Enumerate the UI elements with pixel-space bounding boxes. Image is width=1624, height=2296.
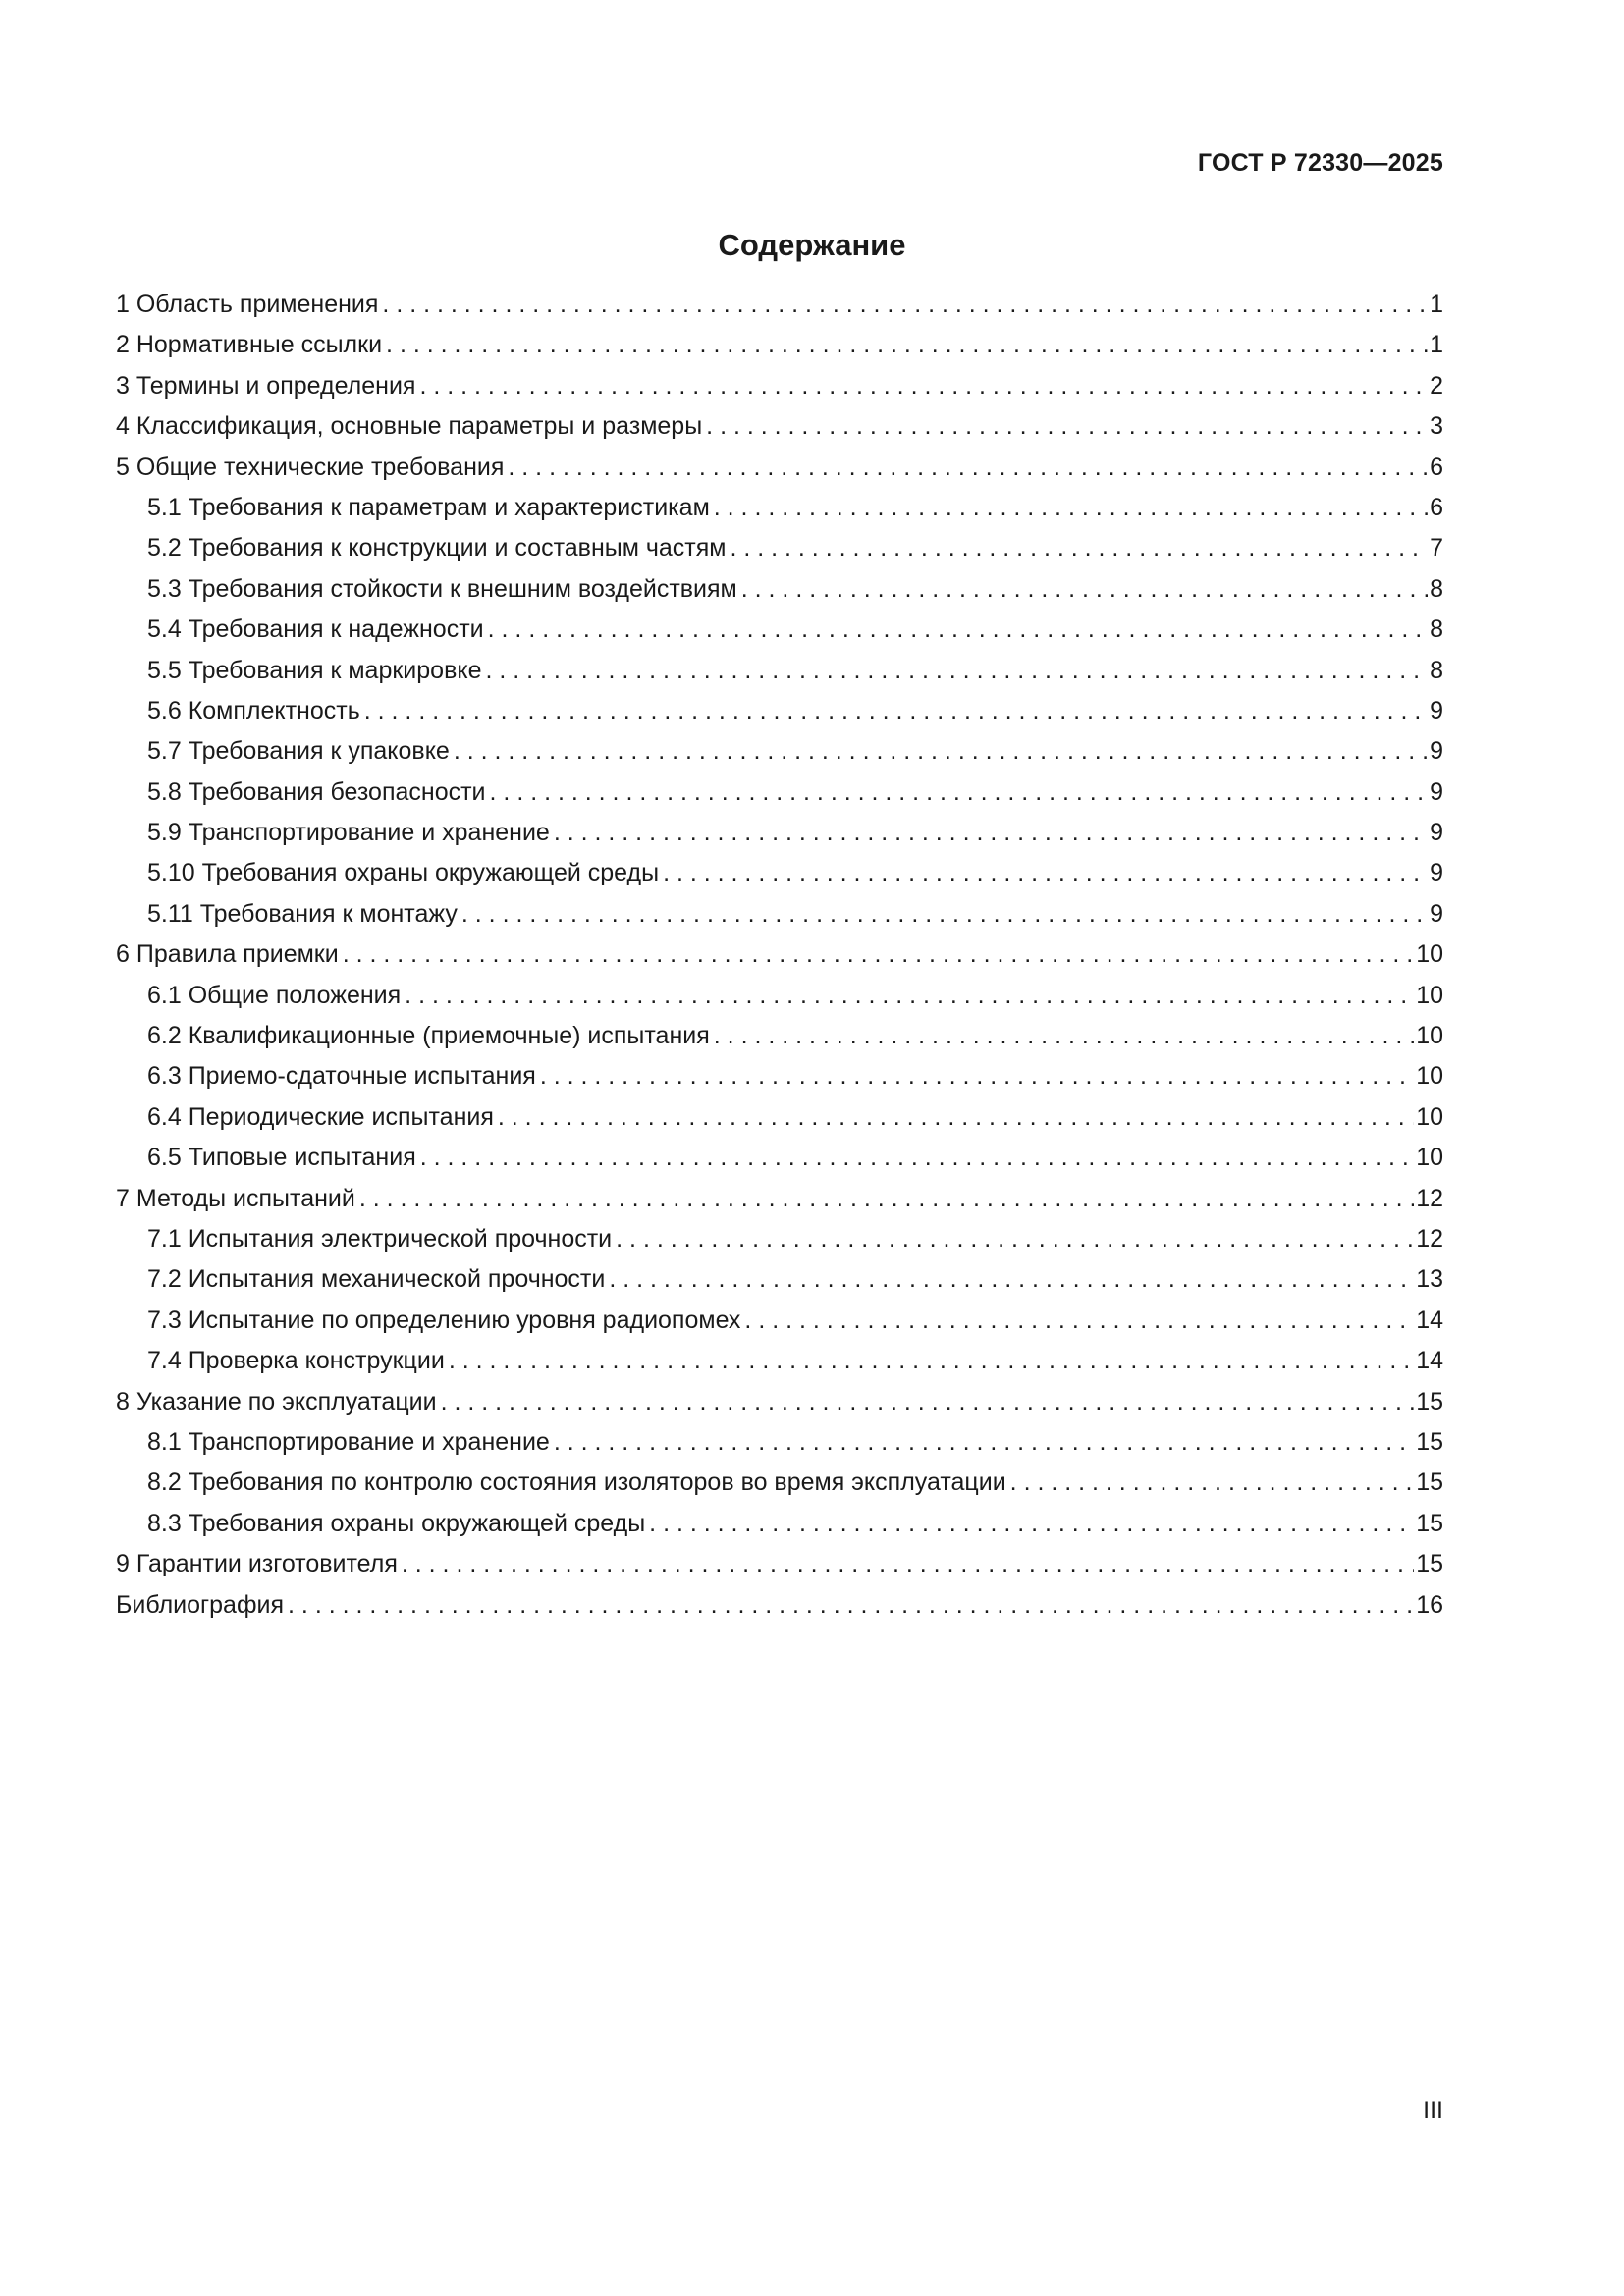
toc-subsection-entry[interactable] [116,894,1443,934]
toc-subsection-entry[interactable] [116,1056,1443,1096]
toc-entry-label: 6.4 Периодические испытания [147,1102,494,1131]
toc-entry-label: 5.1 Требования к параметрам и характеристикам [147,493,710,521]
toc-entry-page: 14 [1416,1347,1443,1375]
toc-entry-page: 9 [1430,859,1443,887]
toc-entry-page: 10 [1416,981,1443,1009]
toc-entry-page: 6 [1430,493,1443,521]
toc-subsection-entry[interactable] [116,1016,1443,1056]
toc-entry-label: 5 Общие технические требования [116,453,505,481]
toc-subsection-entry[interactable] [116,853,1443,893]
toc-section-entry[interactable] [116,366,1443,406]
toc-entry-page: 12 [1416,1184,1443,1212]
toc-entry-label: Библиография [116,1590,285,1619]
toc-subsection-entry[interactable] [116,1219,1443,1259]
toc-subsection-entry[interactable] [116,1504,1443,1544]
toc-entry-page: 10 [1416,1062,1443,1091]
dot-leader [364,691,1428,731]
toc-entry-page: 10 [1416,1144,1443,1172]
toc-entry-page: 16 [1416,1590,1443,1619]
toc-entry-label: 6.5 Типовые испытания [147,1144,416,1172]
toc-entry-label: 5.8 Требования безопасности [147,777,486,806]
toc-subsection-entry[interactable] [116,813,1443,853]
toc-entry-page: 14 [1416,1306,1443,1334]
toc-subsection-entry[interactable] [116,976,1443,1016]
dot-leader [343,934,1414,975]
toc-section-entry[interactable] [116,325,1443,365]
dot-leader [402,1544,1414,1584]
toc-entry-page: 7 [1430,534,1443,562]
toc-section-entry[interactable] [116,448,1443,488]
toc-subsection-entry[interactable] [116,1341,1443,1381]
toc-entry-page: 15 [1416,1427,1443,1456]
dot-leader [490,773,1429,813]
dot-leader [485,651,1428,691]
toc-entry-page: 9 [1430,777,1443,806]
toc-entry-label: 1 Область применения [116,291,379,318]
toc-entry-label: 5.4 Требования к надежности [147,615,484,644]
toc-section-entry[interactable] [116,406,1443,447]
dot-leader [359,1179,1414,1219]
toc-entry-label: 7.3 Испытание по определению уровня радиопомех [147,1306,741,1334]
dot-leader [508,448,1428,488]
toc-section-entry[interactable] [116,1179,1443,1219]
dot-leader [714,488,1428,528]
toc-entry-page: 8 [1430,656,1443,684]
toc-subsection-entry[interactable] [116,773,1443,813]
toc-subsection-entry[interactable] [116,528,1443,568]
toc-entry-label: 8.1 Транспортирование и хранение [147,1427,550,1456]
toc-entry-page: 15 [1416,1550,1443,1578]
table-of-contents [116,285,1443,1626]
toc-entry-label: 9 Гарантии изготовителя [116,1550,398,1578]
dot-leader [419,366,1428,406]
dot-leader [405,976,1414,1016]
toc-entry-label: 3 Термины и определения [116,371,416,400]
dot-leader [554,813,1428,853]
toc-entry-label: 5.11 Требования к монтажу [147,899,458,928]
dot-leader [714,1016,1414,1056]
toc-entry-label: 7 Методы испытаний [116,1184,355,1212]
toc-entry-label: 5.7 Требования к упаковке [147,737,450,766]
toc-subsection-entry[interactable] [116,488,1443,528]
toc-entry-page: 15 [1416,1509,1443,1537]
toc-entry-page: 10 [1416,1022,1443,1050]
dot-leader [288,1585,1414,1626]
toc-subsection-entry[interactable] [116,731,1443,772]
toc-entry-label: 7.2 Испытания механической прочности [147,1265,606,1294]
dot-leader [461,894,1428,934]
toc-title: Содержание [718,228,906,262]
toc-subsection-entry[interactable] [116,1097,1443,1138]
toc-section-entry[interactable] [116,1585,1443,1626]
toc-entry-label: 8.3 Требования охраны окружающей среды [147,1509,646,1537]
toc-subsection-entry[interactable] [116,651,1443,691]
toc-entry-label: 4 Классификация, основные параметры и размеры [116,412,703,441]
dot-leader [488,610,1428,650]
dot-leader [663,853,1428,893]
toc-subsection-entry[interactable] [116,1301,1443,1341]
dot-leader [441,1382,1415,1422]
dot-leader [706,406,1428,447]
toc-entry-page: 8 [1430,615,1443,644]
dot-leader [420,1138,1414,1178]
toc-entry-label: 5.10 Требования охраны окружающей среды [147,859,660,887]
toc-entry-page: 10 [1416,1102,1443,1131]
toc-subsection-entry[interactable] [116,1138,1443,1178]
toc-subsection-entry[interactable] [116,1463,1443,1503]
toc-entry-page: 8 [1430,574,1443,603]
toc-entry-label: 5.6 Комплектность [147,696,360,724]
toc-entry-page: 9 [1430,737,1443,766]
toc-subsection-entry[interactable] [116,691,1443,731]
dot-leader [554,1422,1414,1463]
toc-entry-page: 1 [1430,331,1443,359]
dot-leader [730,528,1428,568]
dot-leader [498,1097,1414,1138]
toc-entry-page: 2 [1430,371,1443,400]
toc-entry-page: 9 [1430,819,1443,847]
toc-entry-label: 2 Нормативные ссылки [116,331,383,359]
toc-entry-label: 6.2 Квалификационные (приемочные) испытания [147,1022,710,1050]
dot-leader [540,1056,1414,1096]
toc-entry-page: 15 [1416,1387,1443,1415]
toc-section-entry[interactable] [116,934,1443,975]
toc-entry-label: 5.2 Требования к конструкции и составным частям [147,534,727,562]
toc-entry-page: 1 [1430,291,1443,318]
page-number: III [1423,2097,1443,2124]
toc-entry-page: 12 [1416,1224,1443,1253]
toc-entry-label: 6 Правила приемки [116,940,339,969]
toc-entry-label: 6.3 Приемо-сдаточные испытания [147,1062,536,1091]
toc-entry-page: 6 [1430,453,1443,481]
dot-leader [649,1504,1414,1544]
toc-entry-label: 5.9 Транспортирование и хранение [147,819,550,847]
dot-leader [386,325,1428,365]
toc-subsection-entry[interactable] [116,1259,1443,1300]
dot-leader [449,1341,1414,1381]
dot-leader [609,1259,1414,1300]
toc-entry-label: 7.4 Проверка конструкции [147,1347,445,1375]
toc-subsection-entry[interactable] [116,1422,1443,1463]
dot-leader [744,1301,1414,1341]
toc-entry-label: 6.1 Общие положения [147,981,402,1009]
toc-entry-label: 8 Указание по эксплуатации [116,1387,437,1415]
toc-entry-page: 15 [1416,1468,1443,1497]
toc-section-entry[interactable] [116,1382,1443,1422]
toc-entry-page: 9 [1430,696,1443,724]
toc-entry-label: 8.2 Требования по контролю состояния изоляторов во время эксплуатации [147,1468,1006,1497]
dot-leader [741,569,1428,610]
toc-section-entry[interactable] [116,285,1443,325]
toc-entry-page: 3 [1430,412,1443,441]
dot-leader [1010,1463,1415,1503]
dot-leader [454,731,1428,772]
toc-subsection-entry[interactable] [116,610,1443,650]
toc-entry-page: 10 [1416,940,1443,969]
toc-section-entry[interactable] [116,1544,1443,1584]
dot-leader [616,1219,1414,1259]
toc-entry-page: 13 [1416,1265,1443,1294]
toc-entry-page: 9 [1430,899,1443,928]
toc-entry-label: 5.3 Требования стойкости к внешним воздействиям [147,574,737,603]
toc-entry-label: 5.5 Требования к маркировке [147,656,482,684]
toc-entry-label: 7.1 Испытания электрической прочности [147,1224,613,1253]
toc-subsection-entry[interactable] [116,569,1443,610]
document-code: ГОСТ Р 72330—2025 [1197,149,1443,177]
dot-leader [382,285,1428,325]
